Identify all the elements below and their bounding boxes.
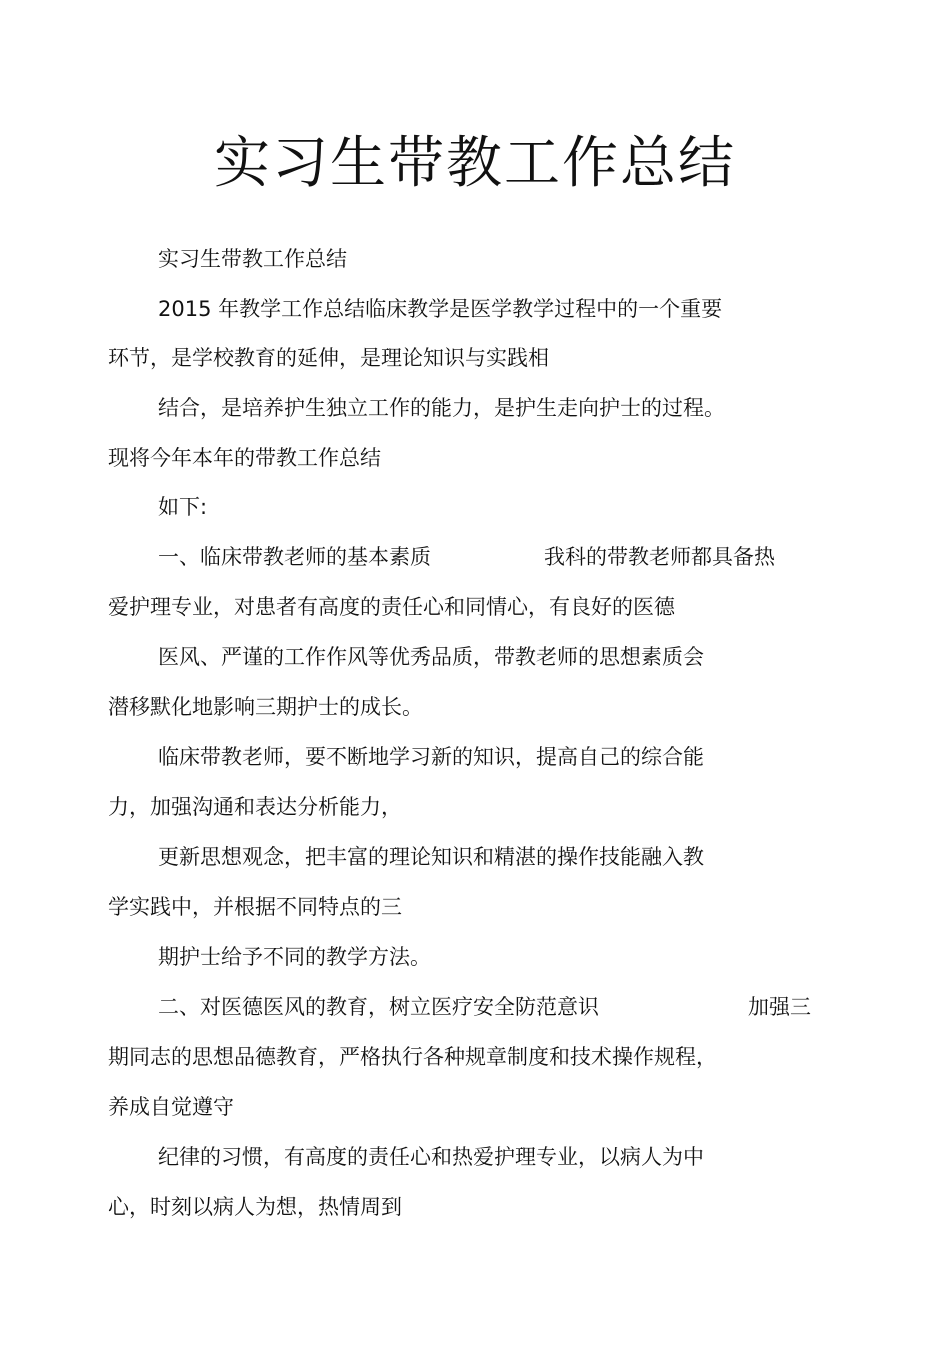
paragraph-line: 临床带教老师，要不断地学习新的知识，提高自己的综合能: [158, 745, 704, 769]
paragraph-line: 期同志的思想品德教育，严格执行各种规章制度和技术操作规程，: [108, 1045, 717, 1069]
paragraph-line: 环节，是学校教育的延伸，是理论知识与实践相: [108, 346, 549, 370]
paragraph-line: 心，时刻以病人为想，热情周到: [108, 1195, 402, 1219]
paragraph-line: 爱护理专业，对患者有高度的责任心和同情心，有良好的医德: [108, 595, 675, 619]
paragraph-line: 加强三: [748, 995, 811, 1019]
paragraph-line: 结合，是培养护生独立工作的能力，是护生走向护士的过程。: [158, 396, 725, 420]
document-title: 实习生带教工作总结: [214, 131, 736, 196]
paragraph-line: 学实践中，并根据不同特点的三: [108, 895, 402, 919]
paragraph-line: 我科的带教老师都具备热: [544, 545, 775, 569]
paragraph-line: 期护士给予不同的教学方法。: [158, 945, 431, 969]
paragraph-line: 力，加强沟通和表达分析能力，: [108, 795, 402, 819]
paragraph-line: 现将今年本年的带教工作总结: [108, 446, 381, 470]
paragraph-line: 更新思想观念，把丰富的理论知识和精湛的操作技能融入教: [158, 845, 704, 869]
paragraph-line: 潜移默化地影响三期护士的成长。: [108, 695, 423, 719]
paragraph-line: 养成自觉遵守: [108, 1095, 234, 1119]
section-heading: 二、对医德医风的教育，树立医疗安全防范意识: [158, 995, 599, 1019]
paragraph-line: 实习生带教工作总结: [158, 247, 347, 271]
section-heading: 一、临床带教老师的基本素质: [158, 545, 431, 569]
paragraph-line: 2015 年教学工作总结临床教学是医学教学过程中的一个重要: [158, 297, 723, 321]
paragraph-line: 如下:: [158, 495, 208, 519]
paragraph-line: 纪律的习惯，有高度的责任心和热爱护理专业，以病人为中: [158, 1145, 704, 1169]
paragraph-line: 医风、严谨的工作作风等优秀品质，带教老师的思想素质会: [158, 645, 704, 669]
